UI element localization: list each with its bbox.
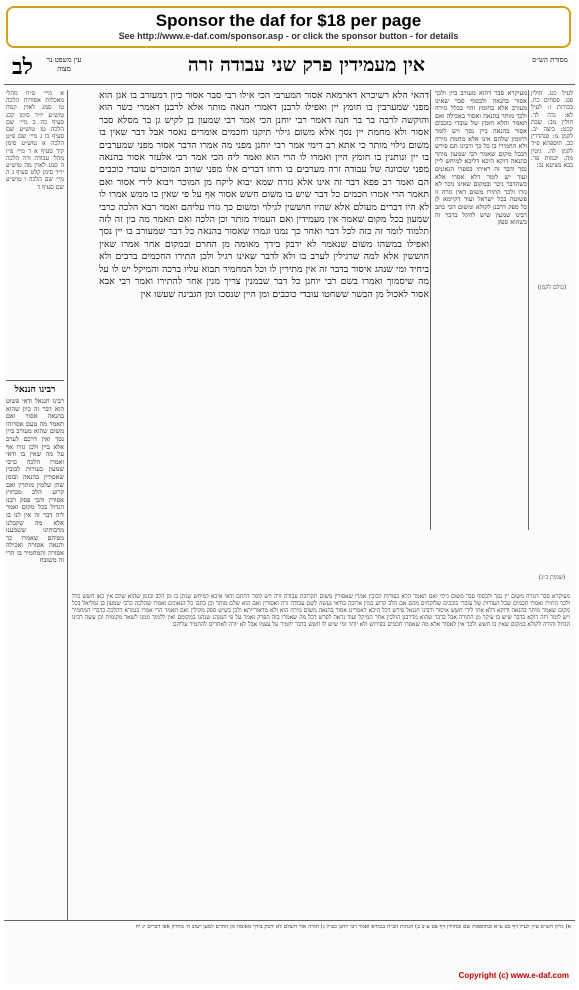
ein-mishpat-label: עין משפט נר מצוה (46, 56, 82, 73)
copyright-link[interactable]: Copyright (c) www.e-daf.com (458, 971, 569, 980)
margin-note-a: (כולם לקמן) (537, 284, 567, 291)
talmud-page (4, 54, 575, 984)
rabbeinu-chananel-heading: רבינו חננאל (14, 385, 56, 395)
margin-note-b: (שמות כ״ג) (538, 574, 566, 581)
lower-commentary-column: מעיקרא סבר דגזרה משום יין נסך ולבסוף סבר משום גילוי ואם תאמר הלא בעורות לבובין אמרו שאסורין משום תקרובת עבודה זרה ויש לומר דהתם ודאי איכא למיחש שנתן בו מן הלב ובזמן שהוא שלם אין כאן חשש כלל ולכך התירו ואמרו חכמים שכל העורות של עובדי כוכבים שלוקחים מהם אם הלב קרוע כמין ארובה בודאי נעשה לשם עבודה זרה ואסורין ואם הוא שלם מותר וכן כתבו כל הגאונים ואמרו שהלכה כרבי שמעון בן גמליאל בכל מקום שאמר מותר בהנאה ודוקא דלא אתי לידי חשש איסור ורבינו חננאל פירש דכל היכא דאמרינן אסור בהנאה משום גזירה הוא ולא מדאורייתא ולכן כשיש ספק מקילין ואם תאמר הרי אמרו בגמרא דהלכה כדברי המחמיר ויש לומר דזה דוקא בדבר שיש בו עיקר מן התורה אבל בדבר שהוא מדרבנן הולכין אחר המיקל ועוד נראה לפרש דכל מה שאמרו בזה הפרק נאמר על פי המנהג שנהגו במקומם ואין ללמוד ממנו לשאר מקומות וכן עשה רבינו הגדול והורה לקולא במקום שאין בו חשש ולכך אין לאסור אלא מה שאסרו חכמים בפירוש ולא יותר ומי שיש לו חשש בדבר יחמיר על עצמו אבל לא יורה לאחרים להחמיר עליהם (72, 594, 570, 628)
gemara-column: דהאי הלא רשיכרא דארמאה אסור המערבי הכי אילו רבי סבר אסור כיון דמעורב בו אגן הוא מפני שמערבין בו חומץ יין ואפילו לרבנן דאמרי הנאה מותר אלא לרבנן דאמרי כשר הוא והוקשה לרבה בר בר חנה דאמר רבי יוחנן הכי אמר רבי שמעון בן לקיש גן בר מסלא סבר אסור ולא מחמת יין נסך אלא משום גילוי תיקנו וחכמים אומרים נאסר אבל דבר שאין בו משום גילוי מותר כי אתא רב דימי אמר רבי יוחנן מפני מה אמרו הדבר אסור מפני שמערבים בו יין ונותנין בו חומץ היין ואמרו לו הרי הוא ואמר ליה הכי אמר רבי אלעזר אסור בהנאה מפני שכוונה של עבודה זרה מערבים בו ודחו דברים אלו מפני שרוב המוכרים עובדי כוכבים הם ואמר רב פפא דבר זה אינו אלא גזרה שמא יבוא ליקח מן המוכר ויבוא לידי אסור ואם תאמר הרי אמרו חכמים כל דבר שיש בו משום חשש אסור אף על פי שאין בו ממש אמרו לו לא היו דברים מעולם אלא שהיו חוששין לגילוי ומשום כך גזרו עליהם ואמר רבא הלכה כרבי שמעון בכל מקום שאמר אין מעמידין ואם העמיד מותר וכן הלכה ואם תאמר מה בין זה לזה תלמוד לומר זה כזה לכל דבר ואחר כך נמנו וגמרו שאסור בהנאה כל דבר שמעורב בו יין נסך ואפילו במשהו משום שנאמר לא ידבק בידך מאומה מן החרם ובמקום אחר אמרו שאין חוששין אלא למה שרגילין לערב בו ולא לדבר שאינו רגיל ולכן התירו החכמים ברבים ולא ביחיד ומי שנהג איסור בדבר זה אין מתירין לו וכל המחמיר תבוא עליו ברכה והמיקל יש לו על מה שיסמוך ואמרו בשם רבי יוחנן כל דבר שבמנין צריך מנין אחר להתירו ואמר רבי אבא אסור לאכול מן הבשר ששחטו עובדי כוכבים ומן היין שנסכו ומן הגבינה שעשו אין (99, 90, 429, 300)
ein-mishpat-column: א מיי׳ פ״ח מהל׳ מאכלות אסורות הלכה טו סמג לאוין קמח טוש״ע יו״ד סימן קכג סעיף כה ב מיי׳ שם הלכה טז טוש״ע שם סעיף כו ג מיי׳ שם פ״ט הלכה א טוש״ע סימן קיד סעיף א ד מיי׳ פ״ז מהל׳ עבודה זרה הלכה ה סמג לאוין מה טוש״ע יו״ד סימן קלט סעיף ג ה מיי׳ שם הלכה ו טוש״ע שם סעיף ד (6, 90, 64, 191)
header-divider (4, 84, 575, 85)
tosafot-divider (430, 90, 431, 530)
masoret-hashas-column: לעיל כט. חולין פט. פסחים כח. בכורות ז: לעיל לא: נדה לד. חולין מב: שבת קכט: ביצה יב. לקמן מ: סנהדרין כב. תוספתא פ״ד לקמן לה. גיטין מה. יבמות פד. בבא מציעא נב: (531, 90, 573, 170)
margin-divider (528, 90, 529, 530)
rabbeinu-chananel-column: רבינו חננאל ודאי פשוט הוא דבר זה כיון שהוא בהנאה אסור ואם תאמר מה טעם אסרוהו משום שהוא מעורב ביין נסך ואין דרכם לערב אלא ביין ולכן גזרו אף על מה שאין בו ודאי ואמרו הלכה כרבי שמעון בעורות לבובין שאסורין בהנאה ובזמן שהן שלמין מותרין ואם קרוע הלב מבחוץ אסורין והכי פסק רבנו הגדול בכל מקום ואמר ליה דבר זה אין לנו בו אלא מה שקבלנו מרבותינו ששמענו מפיהם שאמרו כך והנאה אסורה ואכילה אסורה והמחמיר בו הרי זה משובח (6, 398, 64, 565)
rabbeinu-chananel-top-rule (6, 380, 64, 381)
left-column-divider (67, 90, 68, 920)
sponsor-banner[interactable] (6, 6, 571, 48)
sponsor-subtitle[interactable]: See http://www.e-daf.com/sponsor.asp - or click the sponsor button - for details (118, 31, 459, 41)
footnote-column: א) גליון הש״ס עיין לעיל דף כט ע״א ובתוספות שם ובחולין דף פט ע״ב ב) הגהות הב״ח בגמרא ואמר רבי יוחנן כצ״ל ג) תורה אור השלם לא ידבק בידך מאומה מן החרם למען ישוב ה׳ מחרון אפו דברים יג יח (135, 924, 571, 930)
tosafot-column: מעיקרא סבר דהוא מעורב ביין ולכך אסור בהנאה ולבסוף סבר שאינו מעורב אלא בחומץ והוי בכלל גזירה ולכך מותר בהנאה ואסור באכילה ואם תאמר והלא חומץ של עובדי כוכבים אסור בהנאה כיין נסך ויש לומר דחומץ שלהם אינו אלא מחמת גזירה ולא החמירו בו כל כך ורבינו תם פירש דבכל מקום שאמר רבי שמעון מותר בהנאה דוקא היכא דליכא למיחש ליין נסך ודבר זה ראיתי בספרי הגאונים ועוד יש לומר דלא אסרו אלא כשהדבר ניכר ובמקום שאינו ניכר לא גזרו ולכך התירו משום דאין גזרה זו פשוטה בכל ישראל ועוד דקיימא לן כל ספק דרבנן לקולא ומשום הכי כתב רבינו שמעון שיש להקל בדבר זה כשהוא ספק (435, 90, 527, 227)
footnote-divider (4, 920, 575, 921)
page-header (4, 54, 575, 84)
page-title: אין מעמידין פרק שני עבודה זרה (187, 54, 425, 76)
daf-number: לב (12, 54, 33, 80)
masoret-hashas-label: מסורת הש״ס (532, 56, 568, 64)
sponsor-title[interactable]: Sponsor the daf for $18 per page (155, 11, 422, 30)
